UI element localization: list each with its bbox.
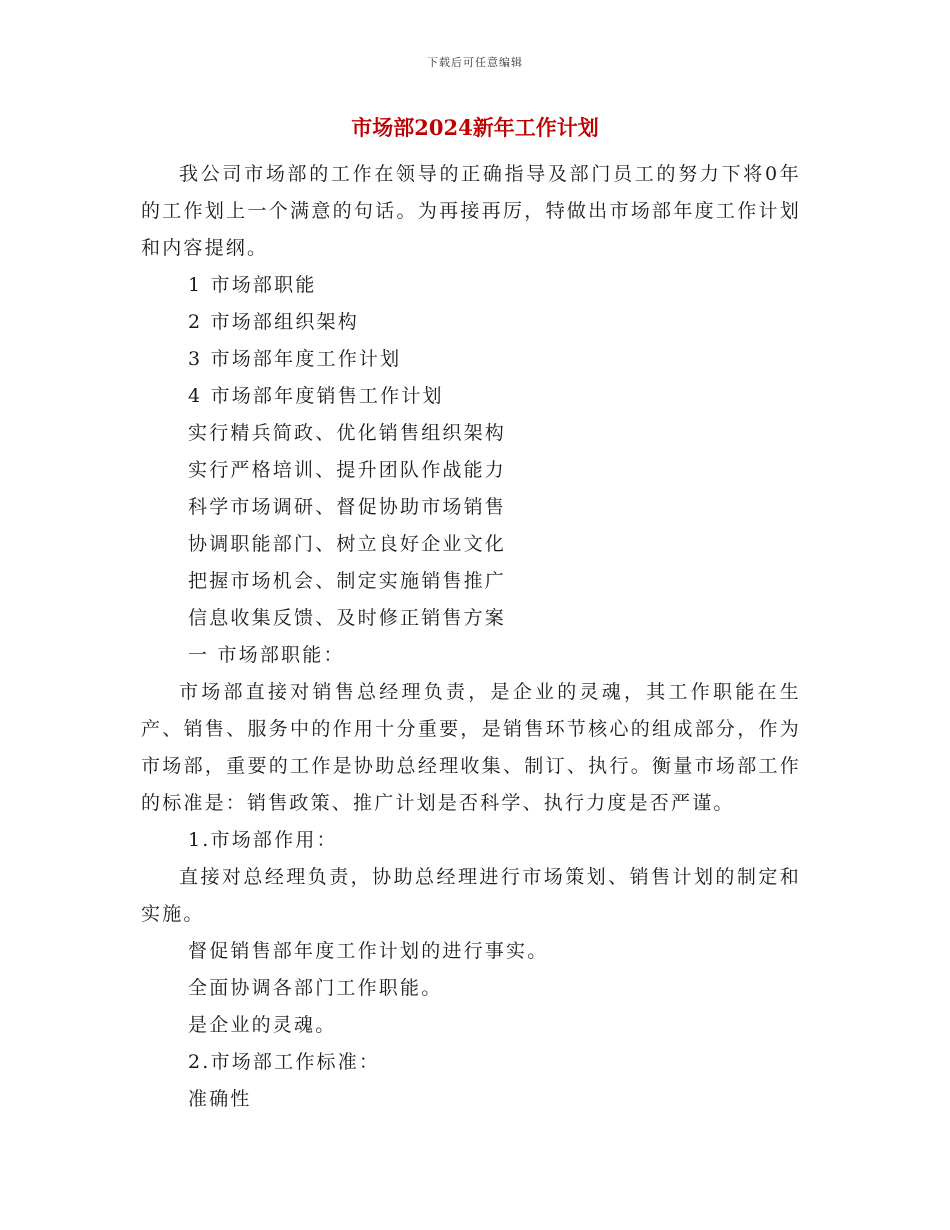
subsection-item: 是企业的灵魂。 xyxy=(188,1014,337,1036)
intro-paragraph: 我公司市场部的工作在领导的正确指导及部门员工的努力下将0年的工作划上一个满意的句话。为再接再厉，特做出市场部年度工作计划和内容提纲。 xyxy=(141,163,801,259)
plan-point: 协调职能部门、树立良好企业文化 xyxy=(188,533,507,555)
plan-point: 科学市场调研、督促协助市场销售 xyxy=(188,496,507,518)
plan-point: 实行严格培训、提升团队作战能力 xyxy=(188,459,507,481)
outline-item: 1 市场部职能 xyxy=(188,274,317,296)
outline-item: 4 市场部年度销售工作计划 xyxy=(188,385,444,407)
subsection-paragraph: 直接对总经理负责，协助总经理进行市场策划、销售计划的制定和实施。 xyxy=(141,866,801,925)
subsection-heading: 2.市场部工作标准： xyxy=(188,1051,381,1073)
subsection-heading: 1.市场部作用： xyxy=(188,829,338,851)
document-body xyxy=(141,156,801,1118)
subsection-item: 全面协调各部门工作职能。 xyxy=(188,977,443,999)
subsection-item: 准确性 xyxy=(188,1088,252,1110)
plan-point: 把握市场机会、制定实施销售推广 xyxy=(188,570,507,592)
document-title: 市场部2024新年工作计划 xyxy=(351,115,599,140)
plan-point: 实行精兵简政、优化销售组织架构 xyxy=(188,422,507,444)
plan-point: 信息收集反馈、及时修正销售方案 xyxy=(188,607,507,629)
subsection-item: 督促销售部年度工作计划的进行事实。 xyxy=(188,940,549,962)
section-paragraph: 市场部直接对销售总经理负责，是企业的灵魂，其工作职能在生产、销售、服务中的作用十分重要，是销售环节核心的组成部分，作为市场部，重要的工作是协助总经理收集、制订、执行。衡量市场部工作的标准是：销售政策、推广计划是否科学、执行力度是否严谨。 xyxy=(141,681,801,814)
header-note: 下载后可任意编辑 xyxy=(427,56,523,69)
section-heading: 一 市场部职能： xyxy=(188,644,345,666)
outline-item: 2 市场部组织架构 xyxy=(188,311,359,333)
outline-item: 3 市场部年度工作计划 xyxy=(188,348,402,370)
